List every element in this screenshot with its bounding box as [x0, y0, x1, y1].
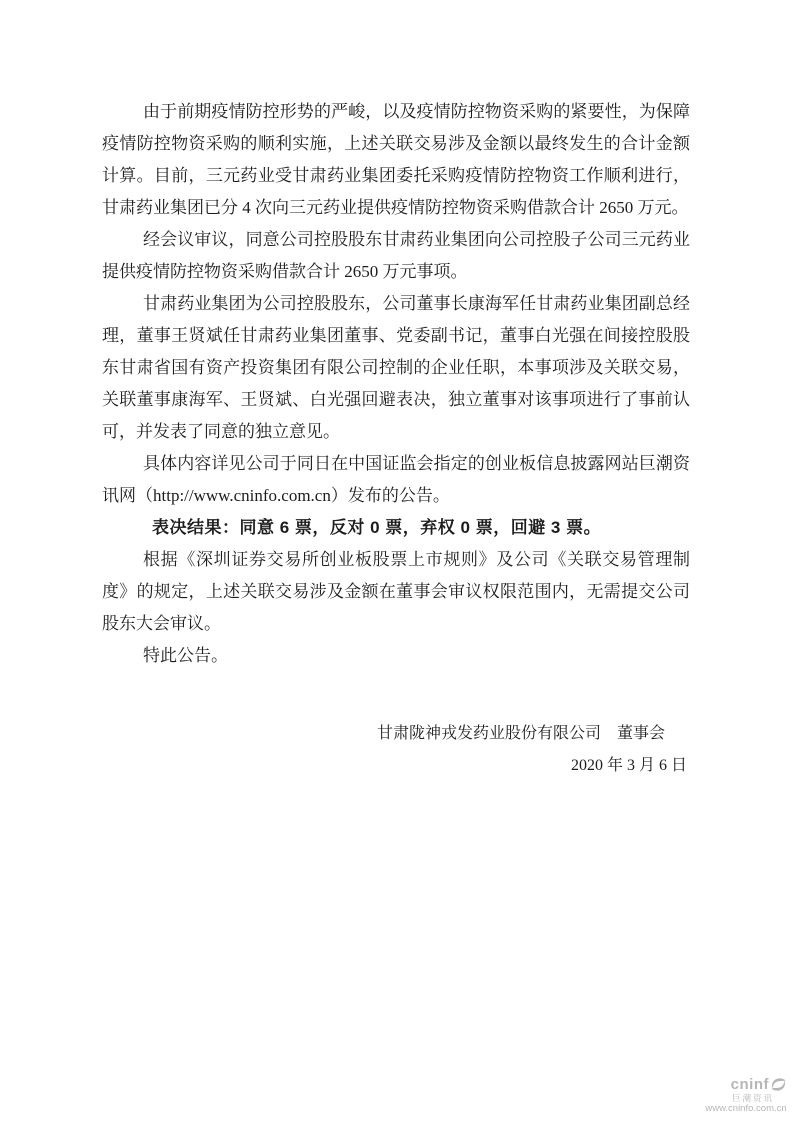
para-closing-statement: 特此公告。	[143, 646, 228, 665]
signature-date-line: 2020 年 3 月 6 日	[570, 757, 687, 774]
cninfo-logo	[703, 1076, 789, 1093]
vote-result-line: 表决结果：同意 6 票，反对 0 票，弃权 0 票，回避 3 票。	[152, 518, 602, 537]
announcement-body	[102, 96, 690, 672]
signature-block	[102, 718, 690, 782]
para-epidemic-background: 由于前期疫情防控形势的严峻，以及疫情防控物资采购的紧要性，为保障疫情防控物资采购的顺利实施，上述关联交易涉及金额以最终发生的合计金额计算。目前，三元药业受甘肃药业集团委托采购疫情防控物资工作顺利进行，甘肃药业集团已分 4 次向三元药业提供疫情防控物资采购借款合计 2650 万元。	[102, 102, 690, 217]
cninfo-watermark	[703, 1076, 789, 1114]
cninfo-logo-text: cninf	[730, 1076, 769, 1093]
para-rules-basis: 根据《深圳证券交易所创业板股票上市规则》及公司《关联交易管理制度》的规定，上述关联交易涉及金额在董事会审议权限范围内，无需提交公司股东大会审议。	[102, 550, 690, 633]
cninfo-swirl-icon	[770, 1076, 787, 1093]
para-disclosure-website: 具体内容详见公司于同日在中国证监会指定的创业板信息披露网站巨潮资讯网（http://www.cninfo.com.cn）发布的公告。	[102, 454, 690, 505]
para-related-party-details: 甘肃药业集团为公司控股股东，公司董事长康海军任甘肃药业集团副总经理，董事王贤斌任甘肃药业集团董事、党委副书记，董事白光强在间接控股股东甘肃省国有资产投资集团有限公司控制的企业任职，本事项涉及关联交易，关联董事康海军、王贤斌、白光强回避表决，独立董事对该事项进行了事前认可，并发表了同意的独立意见。	[102, 294, 690, 441]
signature-company-line: 甘肃陇神戎发药业股份有限公司 董事会	[376, 725, 665, 742]
para-meeting-approval: 经会议审议，同意公司控股股东甘肃药业集团向公司控股子公司三元药业提供疫情防控物资采购借款合计 2650 万元事项。	[102, 230, 690, 281]
cninfo-brand-cn: 巨潮资讯	[731, 1093, 774, 1103]
cninfo-url: www.cninfo.com.cn	[705, 1103, 787, 1114]
